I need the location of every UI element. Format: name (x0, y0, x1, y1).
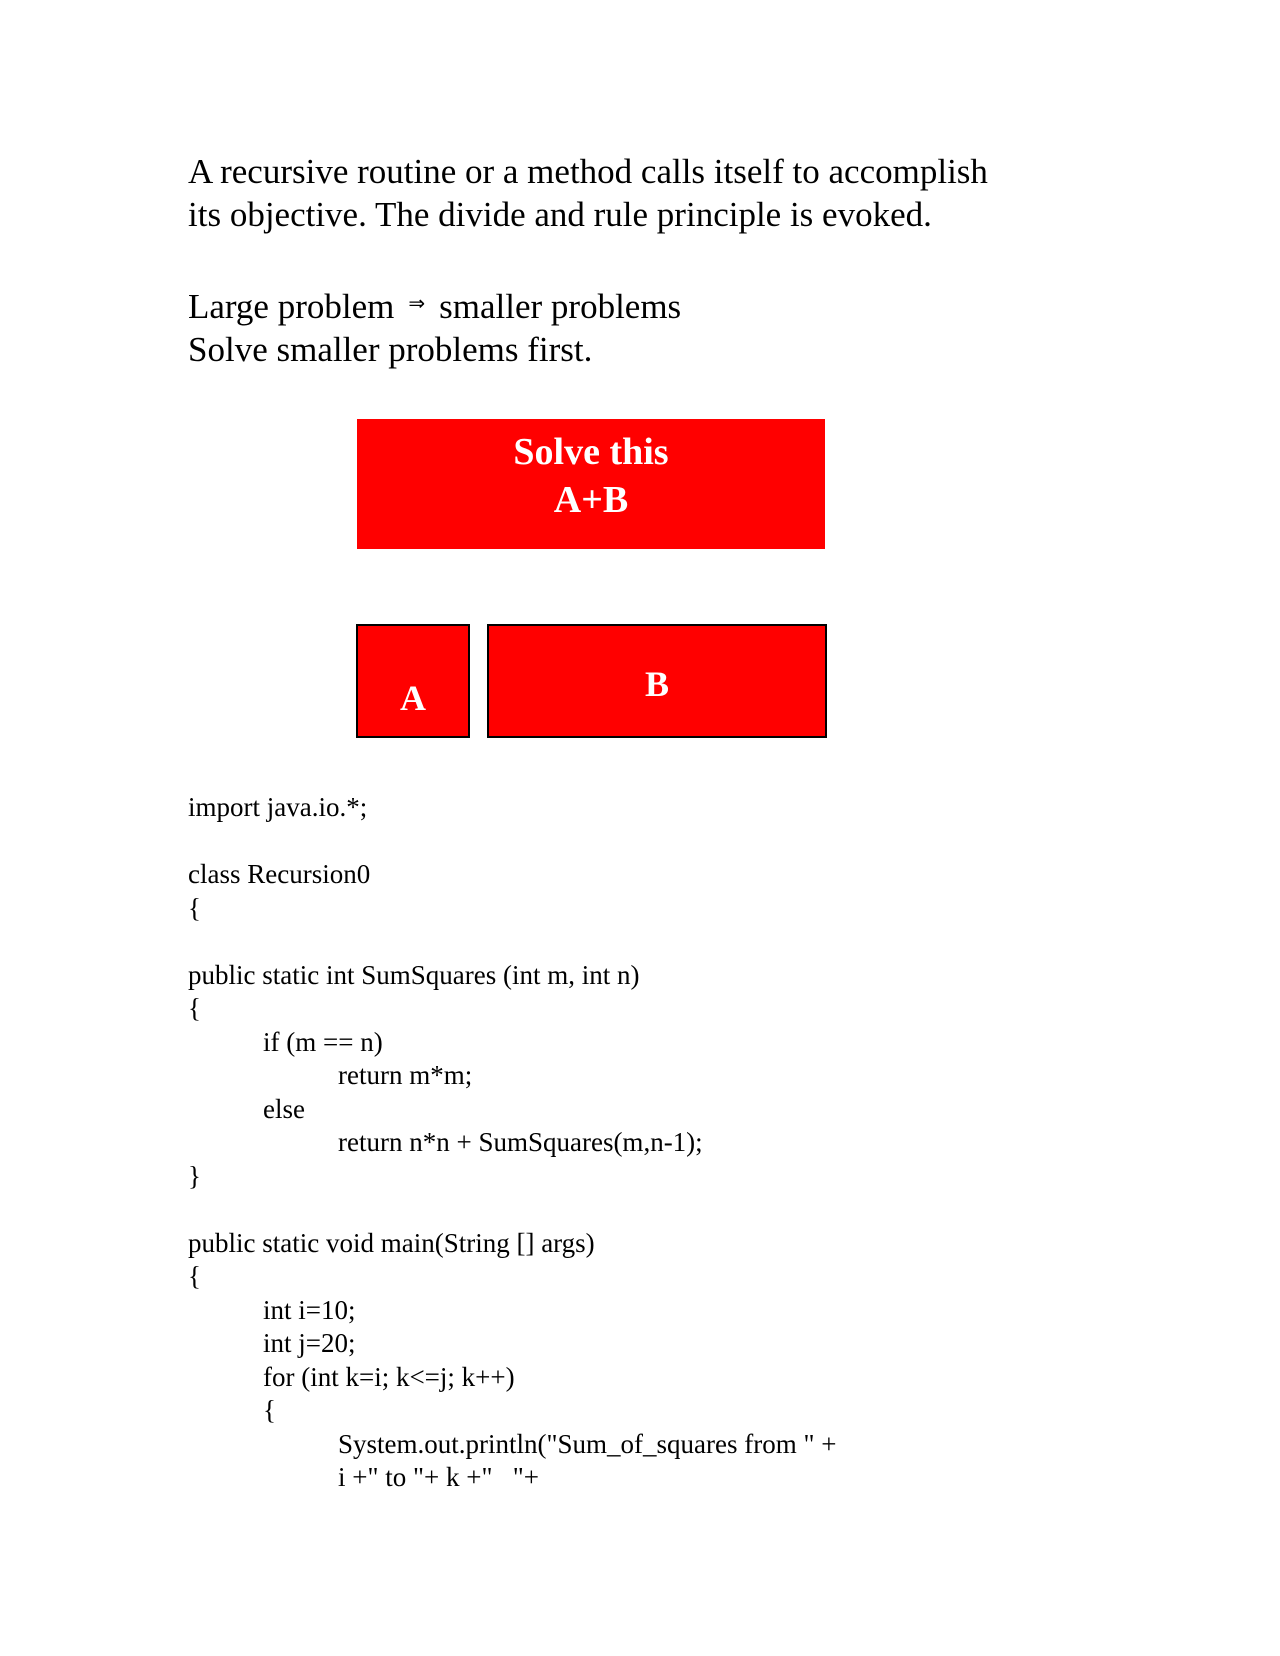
problem-box-line-2: A+B (553, 479, 629, 521)
code-line: i +" to "+ k +" "+ (338, 1462, 539, 1492)
code-line: return m*m; (338, 1060, 473, 1090)
code-line: int i=10; (263, 1294, 356, 1325)
right-arrow-icon: ⇒ (408, 291, 426, 315)
code-line (188, 925, 837, 959)
code-line: { (263, 1395, 276, 1425)
steps-block (188, 282, 681, 371)
code-line: System.out.println("Sum_of_squares from " + (338, 1428, 837, 1459)
code-line: import java.io.*; (188, 792, 368, 822)
code-line (188, 825, 837, 859)
code-line: { (188, 892, 201, 923)
code-line: } (188, 1160, 201, 1191)
code-line: { (188, 1261, 201, 1291)
code-line: else (263, 1093, 305, 1124)
code-line: class Recursion0 (188, 859, 371, 889)
large-to-smaller-line (188, 282, 681, 328)
problem-box-line-1: Solve this (513, 431, 669, 473)
intro-line-2: its objective. The divide and rule principle is evoked. (188, 195, 932, 234)
code-line: { (188, 993, 201, 1023)
solve-first-line: Solve smaller problems first. (188, 330, 593, 369)
code-line (188, 1193, 837, 1227)
intro-line-1: A recursive routine or a method calls itself to accomplish (188, 152, 988, 191)
subproblem-box-b: B (487, 624, 827, 738)
intro-paragraph (188, 150, 1088, 236)
code-line: public static void main(String [] args) (188, 1227, 595, 1258)
problem-box-a-plus-b (357, 419, 825, 549)
code-listing (188, 791, 837, 1495)
code-line: return n*n + SumSquares(m,n-1); (338, 1127, 703, 1157)
code-line: public static int SumSquares (int m, int n) (188, 959, 640, 990)
smaller-problems-text: smaller problems (439, 287, 682, 326)
code-line: int j=20; (263, 1328, 356, 1358)
subproblem-box-a: A (356, 624, 470, 738)
code-line: for (int k=i; k<=j; k++) (263, 1361, 515, 1392)
code-line: if (m == n) (263, 1026, 383, 1057)
large-problem-text: Large problem (188, 287, 395, 326)
